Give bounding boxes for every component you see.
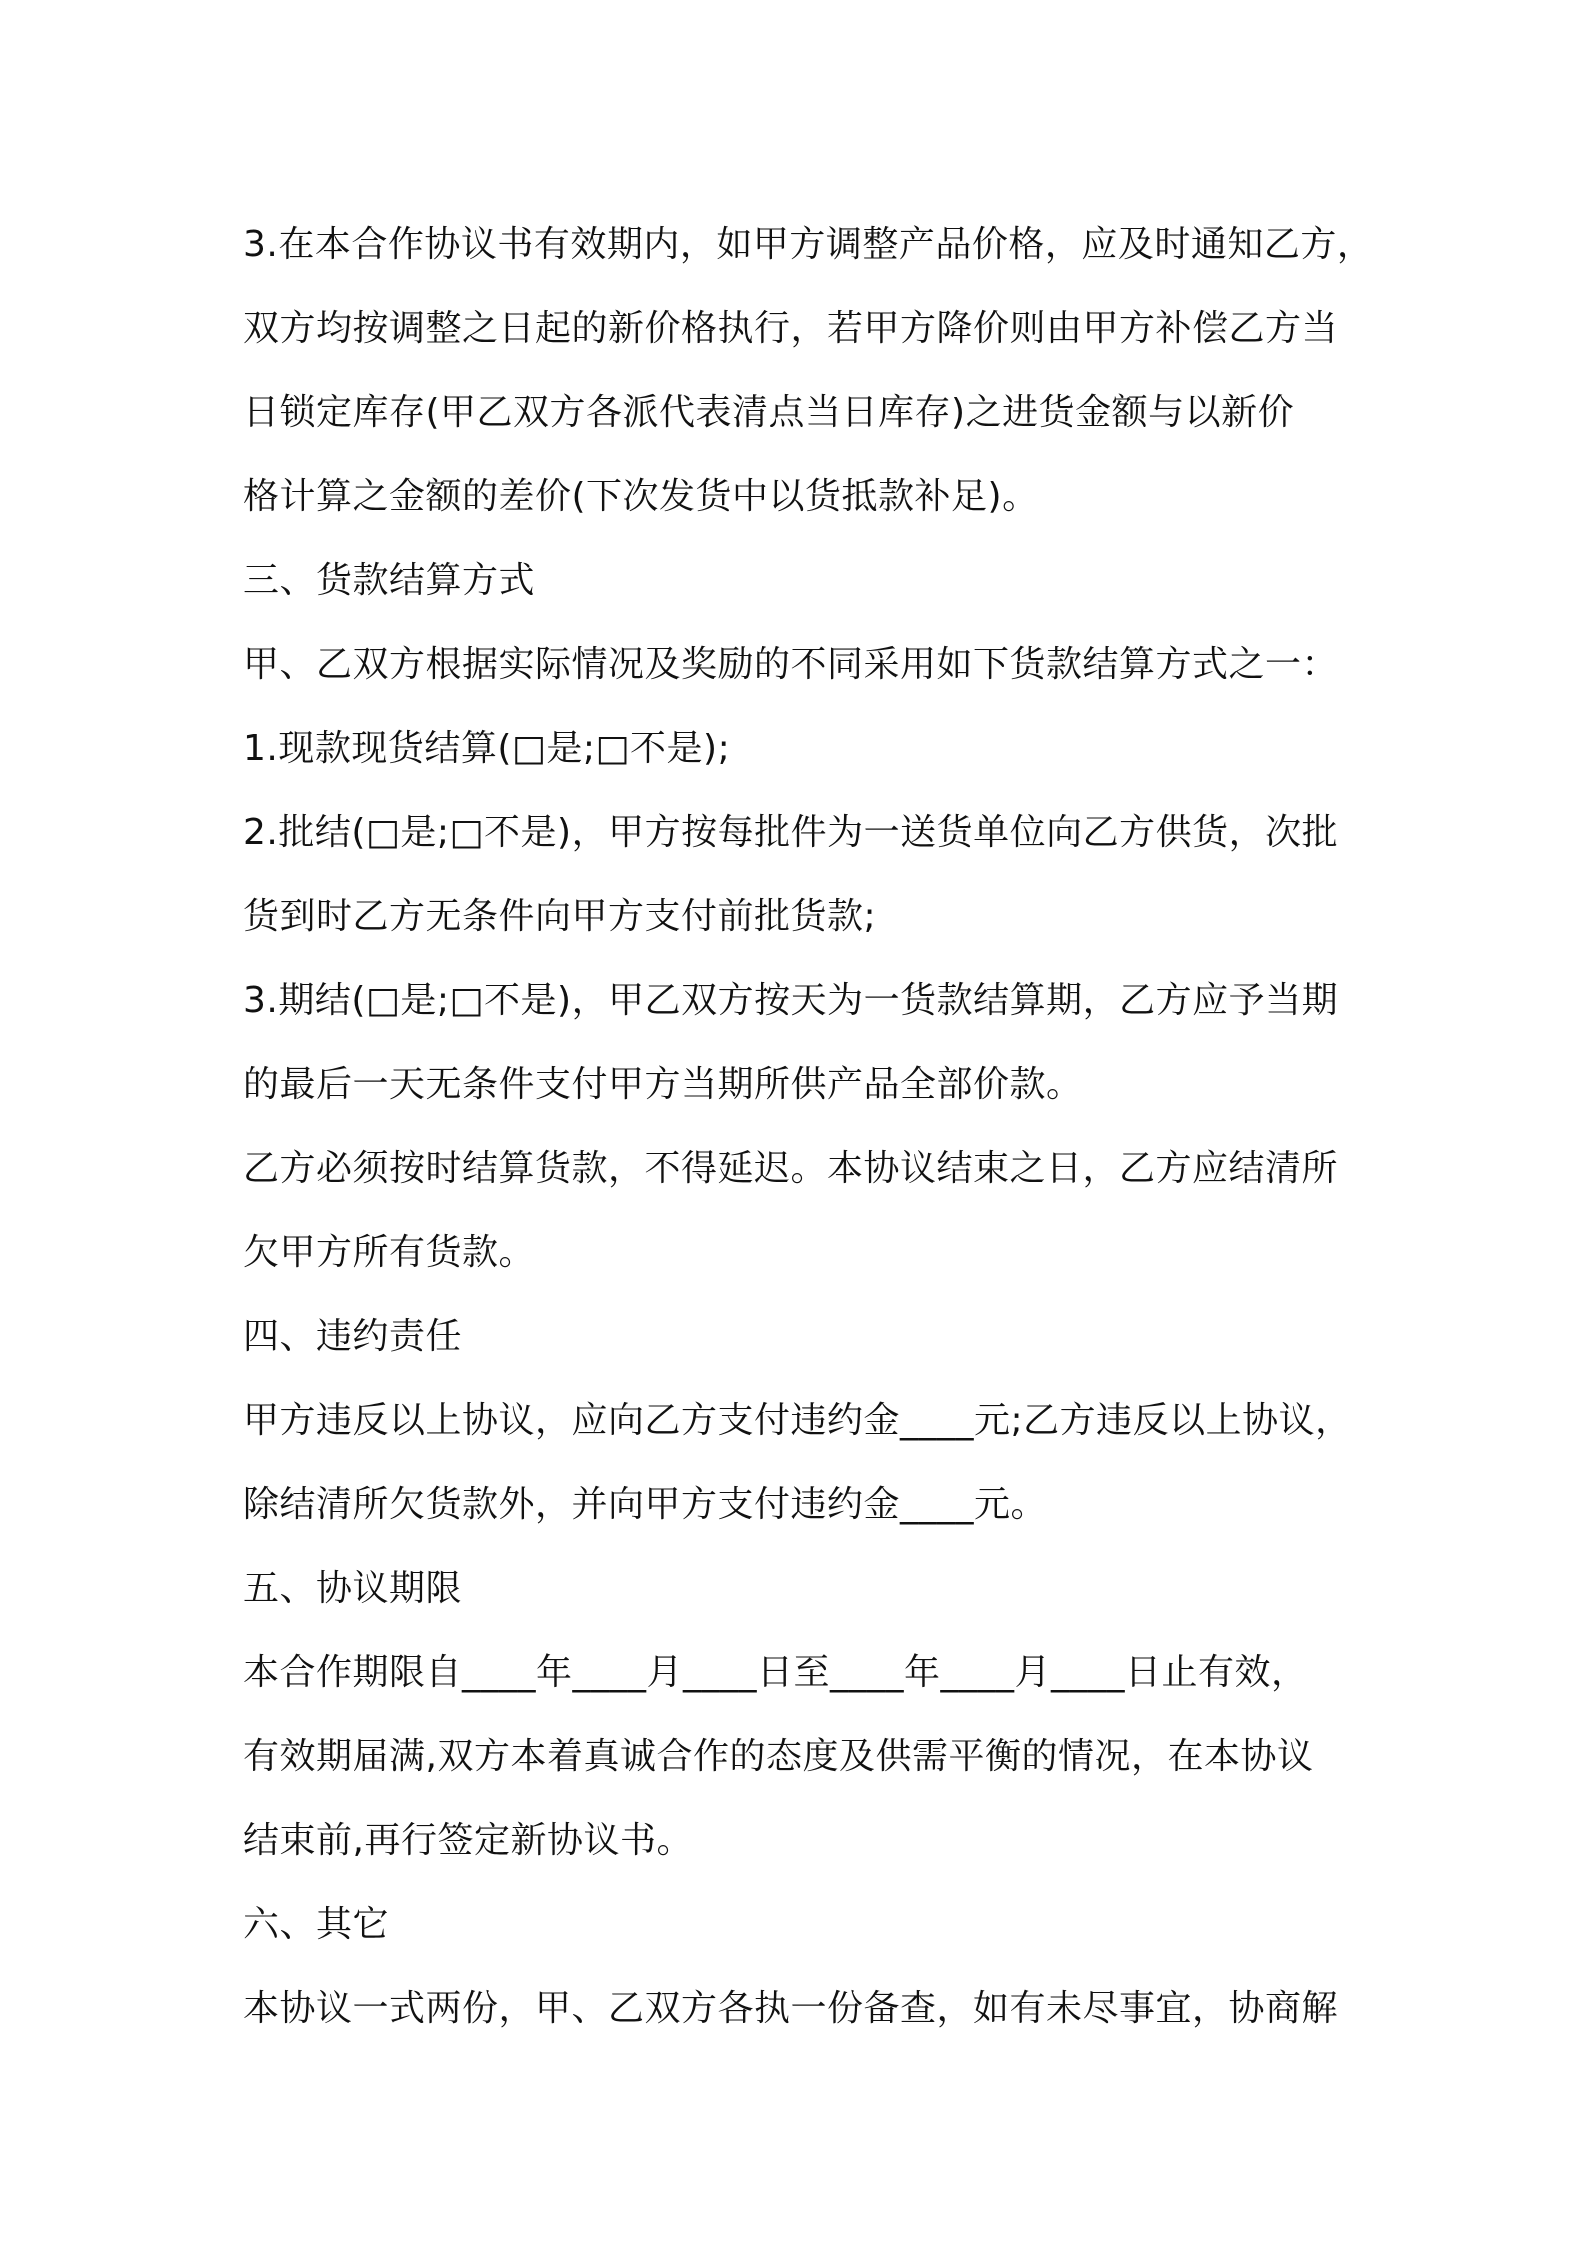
payment-deadline-line-1: 乙方必须按时结算货款，不得延迟。本协议结束之日，乙方应结清所 [243, 1148, 1339, 1189]
payment-option-2-batch-line-2: 货到时乙方无条件向甲方支付前批货款; [243, 896, 877, 937]
agreement-term-line-3: 结束前,再行签定新协议书。 [243, 1820, 693, 1861]
clause-3-price-adjustment-line-1: 3.在本合作协议书有效期内，如甲方调整产品价格，应及时通知乙方， [243, 224, 1374, 265]
section-heading-breach-liability: 四、违约责任 [243, 1316, 463, 1357]
document-body [243, 203, 1373, 2051]
clause-3-price-adjustment-line-4: 格计算之金额的差价(下次发货中以货抵款补足)。 [243, 476, 1039, 517]
section-heading-payment-settlement: 三、货款结算方式 [243, 560, 536, 601]
section-heading-agreement-term: 五、协议期限 [243, 1568, 463, 1609]
agreement-term-line-1: 本合作期限自____年____月____日至____年____月____日止有效， [243, 1652, 1308, 1693]
payment-option-1-cash: 1.现款现货结算(□是;□不是); [243, 728, 731, 769]
clause-3-price-adjustment-line-2: 双方均按调整之日起的新价格执行，若甲方降价则由甲方补偿乙方当 [243, 308, 1339, 349]
payment-option-3-period-line-1: 3.期结(□是;□不是)，甲乙双方按天为一货款结算期，乙方应予当期 [243, 980, 1339, 1021]
clause-3-price-adjustment-line-3: 日锁定库存(甲乙双方各派代表清点当日库存)之进货金额与以新价 [243, 392, 1295, 433]
breach-liability-line-1: 甲方违反以上协议，应向乙方支付违约金____元;乙方违反以上协议， [243, 1400, 1352, 1441]
section-heading-other: 六、其它 [243, 1904, 390, 1945]
other-clause-line-1: 本协议一式两份，甲、乙双方各执一份备查，如有未尽事宜，协商解 [243, 1988, 1339, 2029]
breach-liability-line-2: 除结清所欠货款外，并向甲方支付违约金____元。 [243, 1484, 1048, 1525]
payment-deadline-line-2: 欠甲方所有货款。 [243, 1232, 536, 1273]
payment-settlement-intro: 甲、乙双方根据实际情况及奖励的不同采用如下货款结算方式之一： [243, 644, 1339, 685]
payment-option-2-batch-line-1: 2.批结(□是;□不是)，甲方按每批件为一送货单位向乙方供货，次批 [243, 812, 1339, 853]
payment-option-3-period-line-2: 的最后一天无条件支付甲方当期所供产品全部价款。 [243, 1064, 1083, 1105]
agreement-term-line-2: 有效期届满,双方本着真诚合作的态度及供需平衡的情况，在本协议 [243, 1736, 1314, 1777]
